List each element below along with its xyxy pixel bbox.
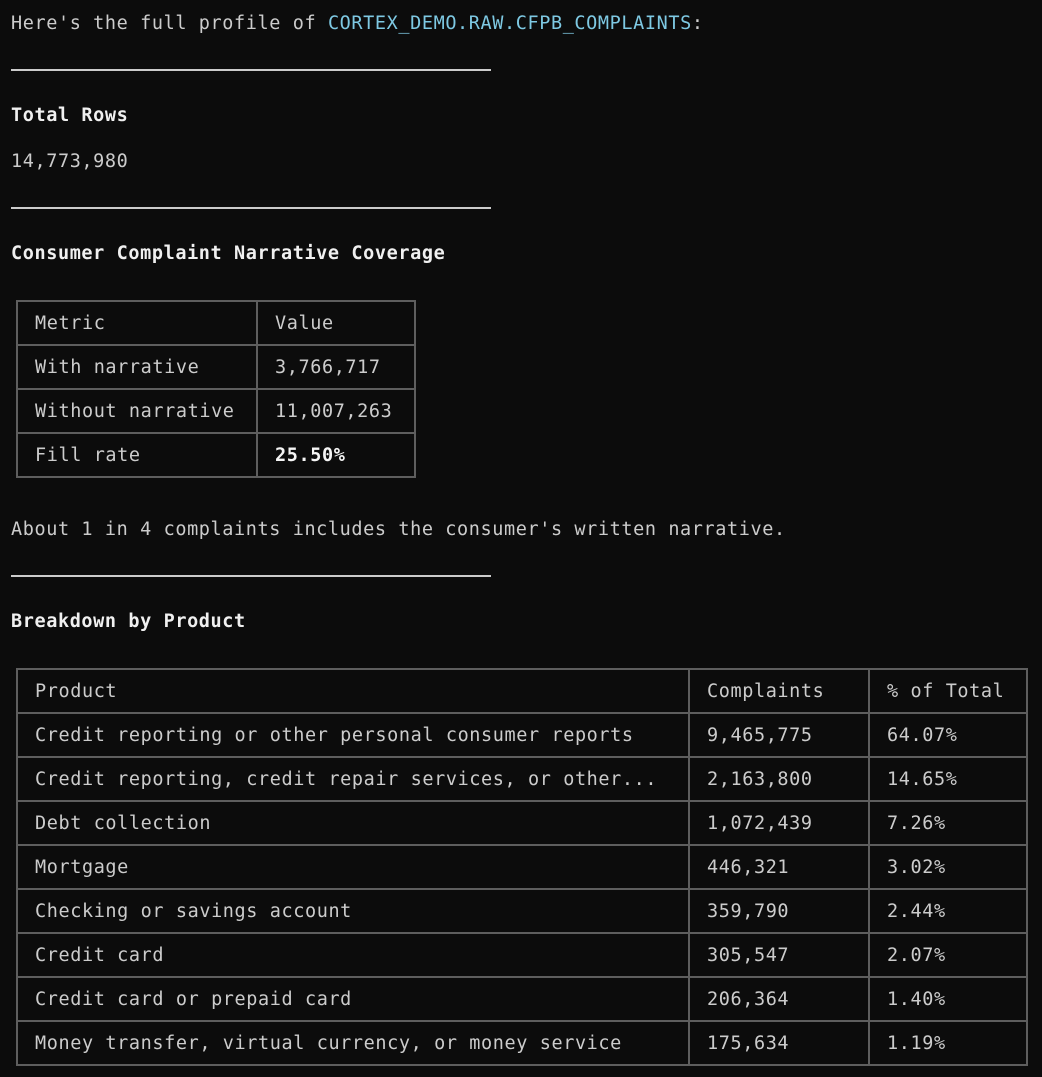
table-row	[17, 389, 415, 433]
column-header: Complaints	[689, 669, 869, 713]
product-cell: Credit card	[17, 933, 689, 977]
divider	[11, 207, 491, 209]
product-cell: Credit card or prepaid card	[17, 977, 689, 1021]
table-name: CORTEX_DEMO.RAW.CFPB_COMPLAINTS	[327, 13, 692, 34]
percent-cell: 2.44%	[869, 889, 1027, 933]
complaints-cell: 1,072,439	[689, 801, 869, 845]
complaints-cell: 9,465,775	[689, 713, 869, 757]
metric-cell: With narrative	[17, 345, 257, 389]
breakdown-heading: Breakdown by Product	[11, 611, 246, 632]
table-row	[17, 1021, 1027, 1065]
intro-suffix: :	[691, 13, 704, 34]
column-header: Product	[17, 669, 689, 713]
product-cell: Mortgage	[17, 845, 689, 889]
table-row	[17, 845, 1027, 889]
table-row	[17, 977, 1027, 1021]
total-rows-heading: Total Rows	[11, 105, 129, 126]
table-row	[17, 713, 1027, 757]
fill-rate-value: 25.50%	[257, 433, 415, 477]
table-row	[17, 433, 415, 477]
divider	[11, 69, 491, 71]
intro-line	[11, 12, 704, 36]
percent-cell: 3.02%	[869, 845, 1027, 889]
value-cell: 3,766,717	[257, 345, 415, 389]
table-header-row	[17, 301, 415, 345]
table-header-row	[17, 669, 1027, 713]
product-cell: Credit reporting or other personal consumer reports	[17, 713, 689, 757]
percent-cell: 64.07%	[869, 713, 1027, 757]
narrative-note: About 1 in 4 complaints includes the consumer's written narrative.	[11, 519, 786, 540]
column-header: Metric	[17, 301, 257, 345]
complaints-cell: 305,547	[689, 933, 869, 977]
percent-cell: 2.07%	[869, 933, 1027, 977]
product-cell: Debt collection	[17, 801, 689, 845]
product-breakdown-table	[16, 668, 1028, 1066]
divider	[11, 575, 491, 577]
metric-cell: Without narrative	[17, 389, 257, 433]
product-cell: Money transfer, virtual currency, or money service	[17, 1021, 689, 1065]
product-cell: Credit reporting, credit repair services, or other...	[17, 757, 689, 801]
complaints-cell: 175,634	[689, 1021, 869, 1065]
table-row	[17, 801, 1027, 845]
column-header: % of Total	[869, 669, 1027, 713]
metric-cell: Fill rate	[17, 433, 257, 477]
percent-cell: 7.26%	[869, 801, 1027, 845]
table-row	[17, 345, 415, 389]
table-row	[17, 757, 1027, 801]
complaints-cell: 446,321	[689, 845, 869, 889]
percent-cell: 14.65%	[869, 757, 1027, 801]
product-cell: Checking or savings account	[17, 889, 689, 933]
table-row	[17, 889, 1027, 933]
value-cell: 11,007,263	[257, 389, 415, 433]
percent-cell: 1.19%	[869, 1021, 1027, 1065]
complaints-cell: 206,364	[689, 977, 869, 1021]
intro-prefix: Here's the full profile of	[11, 13, 328, 34]
narrative-heading: Consumer Complaint Narrative Coverage	[11, 243, 446, 264]
complaints-cell: 359,790	[689, 889, 869, 933]
total-rows-value: 14,773,980	[11, 151, 129, 172]
complaints-cell: 2,163,800	[689, 757, 869, 801]
narrative-table	[16, 300, 416, 478]
table-row	[17, 933, 1027, 977]
column-header: Value	[257, 301, 415, 345]
percent-cell: 1.40%	[869, 977, 1027, 1021]
